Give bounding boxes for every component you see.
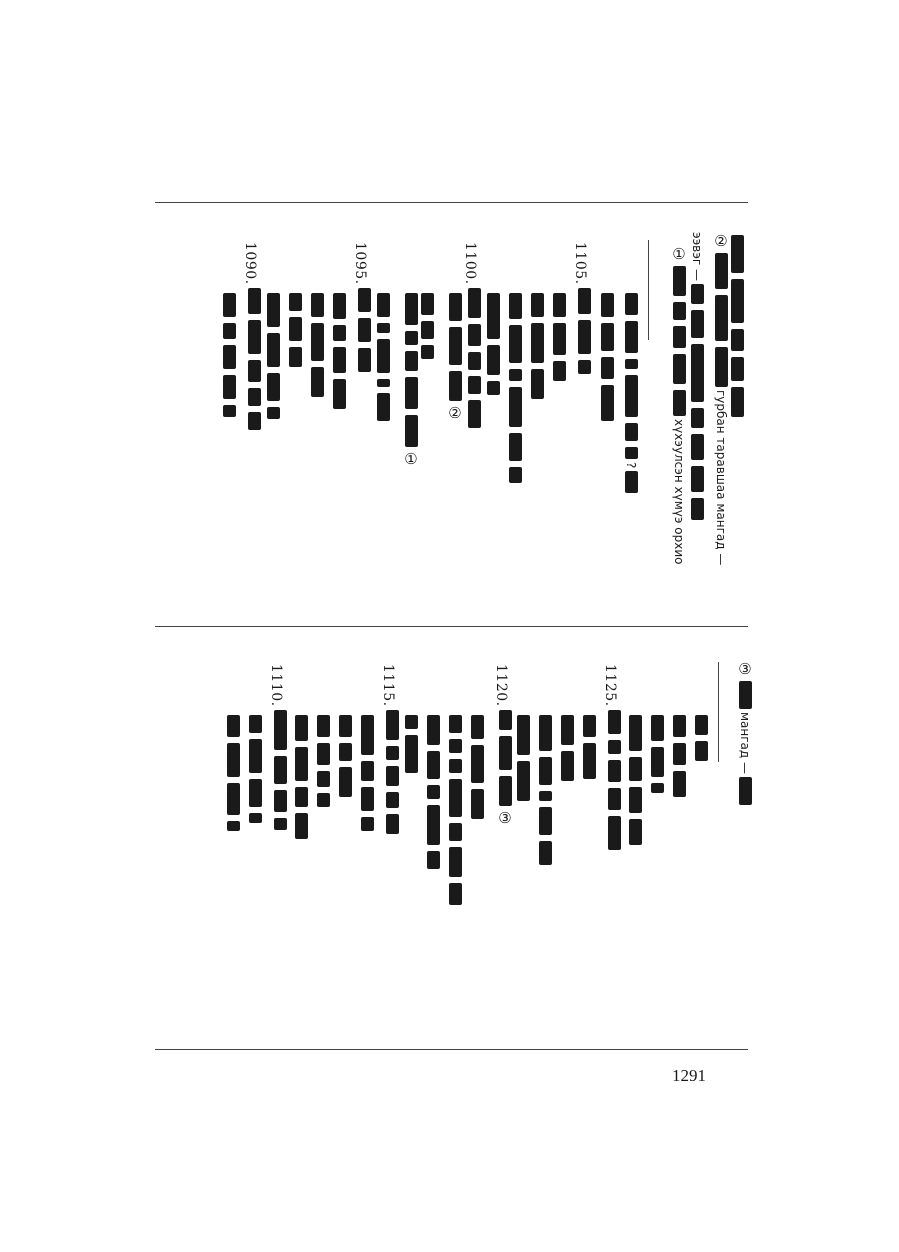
mongolian-script <box>446 712 464 908</box>
mongolian-script <box>355 285 373 375</box>
text-line <box>550 290 568 384</box>
text-line <box>536 712 554 868</box>
inline-marker: ② <box>446 404 464 422</box>
footnote-one <box>664 245 694 564</box>
text-line <box>558 712 576 784</box>
note-label: ээвэг — <box>690 232 704 281</box>
text-line <box>620 290 642 496</box>
cyrillic-gloss: хүхэулсэн хүмүэ орхио <box>672 419 686 565</box>
mongolian-script <box>558 712 576 784</box>
mongolian-script <box>736 774 754 808</box>
cyrillic-gloss: гурбан таравшаа мангад — <box>714 390 728 566</box>
mongolian-script <box>468 712 486 822</box>
text-line <box>446 712 464 908</box>
text-line-numbered <box>242 242 266 433</box>
mongolian-script <box>264 290 282 422</box>
text-line <box>396 290 426 468</box>
line-number: 1100. <box>462 242 478 285</box>
text-line-numbered <box>490 664 520 827</box>
mongolian-script <box>712 250 730 390</box>
text-line <box>246 712 264 826</box>
mongolian-script <box>670 712 688 800</box>
inline-marker: ③ <box>496 808 514 827</box>
text-line <box>308 290 326 400</box>
inline-marker: ① <box>402 450 420 468</box>
mongolian-script <box>670 263 688 419</box>
mongolian-script <box>246 712 264 826</box>
text-line <box>484 290 502 398</box>
text-line <box>264 290 282 422</box>
mongolian-script <box>245 285 263 433</box>
text-line <box>528 290 546 402</box>
mongolian-script <box>484 290 502 398</box>
note-marker: ③ <box>736 660 754 678</box>
note-marker: ② <box>712 232 730 250</box>
line-number: 1110. <box>268 664 284 707</box>
mongolian-script <box>424 712 442 872</box>
mongolian-script <box>580 712 598 782</box>
mongolian-script <box>286 290 304 370</box>
line-number: 1095. <box>352 242 368 285</box>
footnote-rule-lower <box>718 662 719 762</box>
mongolian-script <box>605 707 623 853</box>
mongolian-script <box>575 285 593 377</box>
mongolian-script <box>496 707 514 809</box>
text-line <box>224 712 242 834</box>
footnote-three <box>730 660 760 808</box>
middle-rule <box>155 626 748 627</box>
line-number: 1120. <box>493 664 509 707</box>
mongolian-script <box>648 712 666 796</box>
text-line-numbered <box>380 664 404 837</box>
mongolian-script <box>314 712 332 810</box>
text-line <box>374 290 392 424</box>
text-line <box>220 290 238 420</box>
mongolian-script <box>374 290 392 424</box>
mongolian-script <box>402 712 420 776</box>
text-line <box>626 712 644 848</box>
mongolian-script <box>292 712 310 842</box>
text-line <box>402 712 420 776</box>
text-line-numbered <box>572 242 596 377</box>
mongolian-script <box>358 712 376 834</box>
text-line <box>292 712 310 842</box>
mongolian-script <box>220 290 238 420</box>
mongolian-script <box>622 468 640 496</box>
text-line <box>286 290 304 370</box>
line-number: 1105. <box>572 242 588 285</box>
mongolian-script <box>598 290 616 424</box>
line-number: 1090. <box>242 242 258 285</box>
mongolian-script <box>224 712 242 834</box>
page-number: 1291 <box>672 1066 706 1085</box>
text-line <box>468 712 486 822</box>
footnote-rule-upper <box>648 240 649 340</box>
bottom-rule <box>155 1049 748 1050</box>
text-line <box>648 712 666 796</box>
text-line <box>358 712 376 834</box>
text-line-numbered <box>352 242 376 375</box>
mongolian-script <box>446 290 464 404</box>
mongolian-script <box>550 290 568 384</box>
text-line <box>598 290 616 424</box>
text-line-numbered <box>268 664 292 833</box>
mongolian-script <box>736 678 754 712</box>
mongolian-script <box>308 290 326 400</box>
mongolian-script <box>402 290 420 450</box>
line-number: 1125. <box>602 664 618 707</box>
text-line <box>692 712 710 764</box>
mongolian-script <box>336 712 354 800</box>
text-line-numbered <box>602 664 626 853</box>
cyrillic-gloss: мангад — <box>738 712 752 775</box>
text-line <box>506 290 524 486</box>
text-line <box>440 290 470 422</box>
mongolian-script <box>536 712 554 868</box>
text-line <box>314 712 332 810</box>
note-marker: ① <box>670 245 688 263</box>
text-line <box>424 712 442 872</box>
text-line <box>670 712 688 800</box>
inline-marker: ? <box>624 462 638 469</box>
mongolian-script <box>622 290 640 462</box>
mongolian-script <box>692 712 710 764</box>
mongolian-script <box>506 290 524 486</box>
text-line <box>580 712 598 782</box>
mongolian-script <box>271 707 289 833</box>
footnote-two <box>706 232 736 565</box>
text-line <box>330 290 348 412</box>
mongolian-script <box>383 707 401 837</box>
top-rule <box>155 202 748 203</box>
mongolian-script <box>528 290 546 402</box>
mongolian-script <box>330 290 348 412</box>
mongolian-script <box>626 712 644 848</box>
text-line <box>336 712 354 800</box>
line-number: 1115. <box>380 664 396 707</box>
